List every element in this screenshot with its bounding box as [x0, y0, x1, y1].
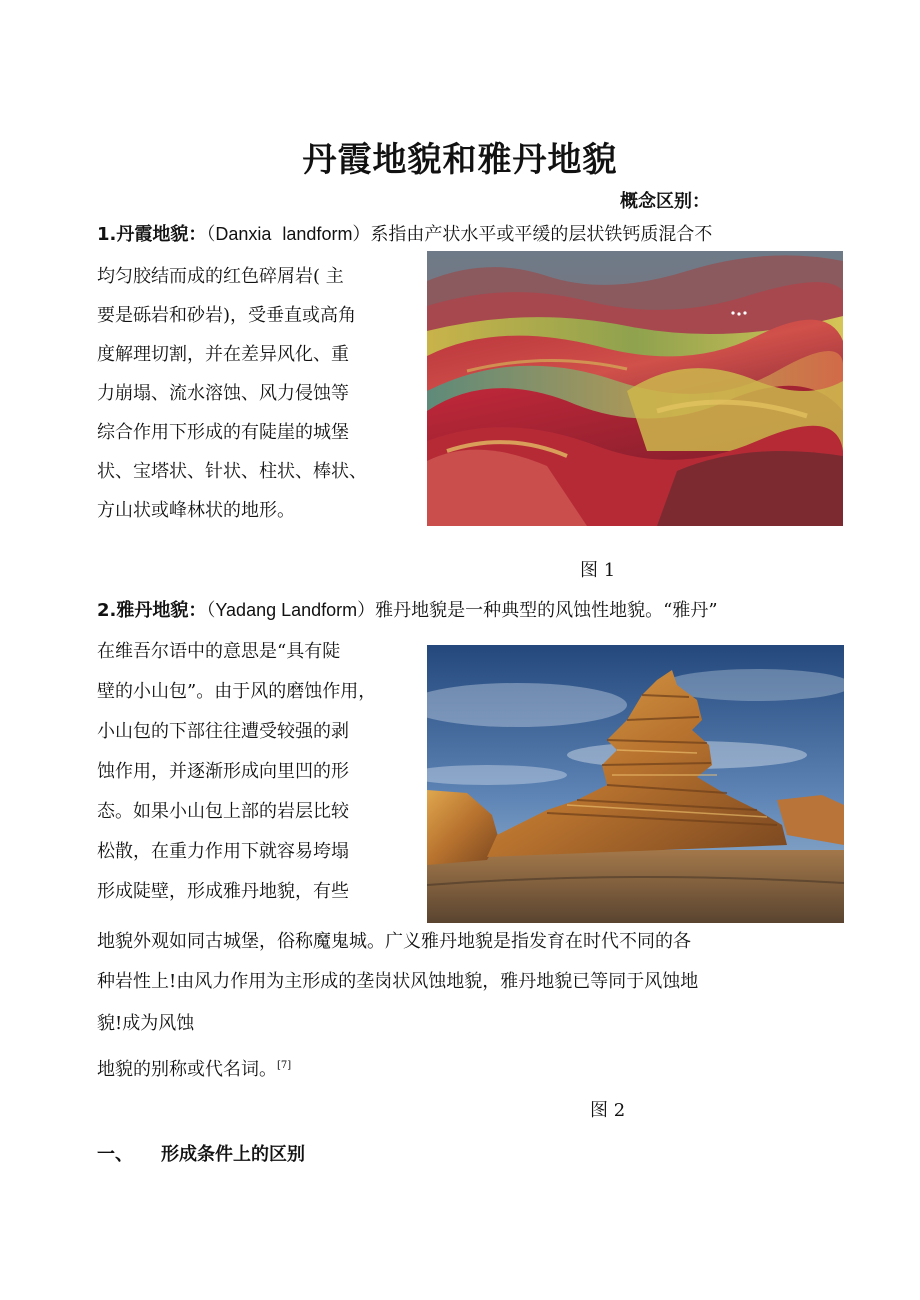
heading-number: 一、 — [97, 1144, 133, 1165]
section2-line: 小山包的下部往往遭受较强的剥 — [97, 721, 349, 742]
section2-full-line: 地貌外观如同古城堡，俗称魔鬼城。广义雅丹地貌是指发育在时代不同的各 — [97, 931, 691, 952]
page-title: 丹霞地貌和雅丹地貌 — [302, 140, 618, 180]
section2-line: 形成陡壁，形成雅丹地貌，有些 — [97, 881, 349, 902]
section2-first-line — [97, 598, 718, 623]
section2-full-line: 种岩性上!由风力作用为主形成的垄岗状风蚀地貌，雅丹地貌已等同于风蚀地 — [97, 971, 699, 992]
section-heading-1 — [97, 1140, 305, 1166]
heading-text: 形成条件上的区别 — [161, 1144, 305, 1165]
section1-line: 要是砾岩和砂岩)，受垂直或高角 — [97, 305, 357, 326]
concept-heading: 概念区别： — [620, 191, 710, 212]
section2-line: 壁的小山包”。由于风的磨蚀作用， — [97, 681, 377, 702]
section1-english-name: （Danxia landform） — [206, 224, 371, 244]
section2-label: 2.雅丹地貌： — [97, 600, 207, 621]
section1-lead-text: 系指由产状水平或平缓的层状铁钙质混合不 — [370, 224, 713, 245]
section2-line: 蚀作用，并逐渐形成向里凹的形 — [97, 761, 349, 782]
section1-line: 方山状或峰林状的地形。 — [97, 500, 295, 521]
section1-line: 状、宝塔状、针状、柱状、棒状、 — [97, 461, 367, 482]
section2-line: 态。如果小山包上部的岩层比较 — [97, 801, 349, 822]
section2-full-line: 貌!成为风蚀 — [97, 1013, 195, 1034]
section2-lead-text: 雅丹地貌是一种典型的风蚀性地貌。“雅丹” — [375, 600, 718, 621]
citation-reference[interactable]: [7] — [277, 1060, 292, 1071]
section1-line: 度解理切割，并在差异风化、重 — [97, 344, 349, 365]
section2-line: 在维吾尔语中的意思是“具有陡 — [97, 641, 341, 662]
section1-label: 1.丹霞地貌： — [97, 224, 207, 245]
section2-english-name: （Yadang Landform） — [206, 600, 376, 620]
section2-last-line — [97, 1054, 291, 1082]
section2-last-text: 地貌的别称或代名词。 — [97, 1059, 277, 1080]
figure2-caption: 图 2 — [590, 1100, 626, 1121]
section1-line: 综合作用下形成的有陡崖的城堡 — [97, 422, 349, 443]
danxia-landform-photo — [427, 251, 843, 526]
yadang-landform-photo — [427, 645, 844, 923]
figure1-caption: 图 1 — [580, 560, 616, 581]
section2-line: 松散，在重力作用下就容易垮塌 — [97, 841, 349, 862]
section1-line: 均匀胶结而成的红色碎屑岩( 主 — [97, 266, 344, 287]
section1-line: 力崩塌、流水溶蚀、风力侵蚀等 — [97, 383, 349, 404]
section1-first-line — [97, 222, 712, 247]
